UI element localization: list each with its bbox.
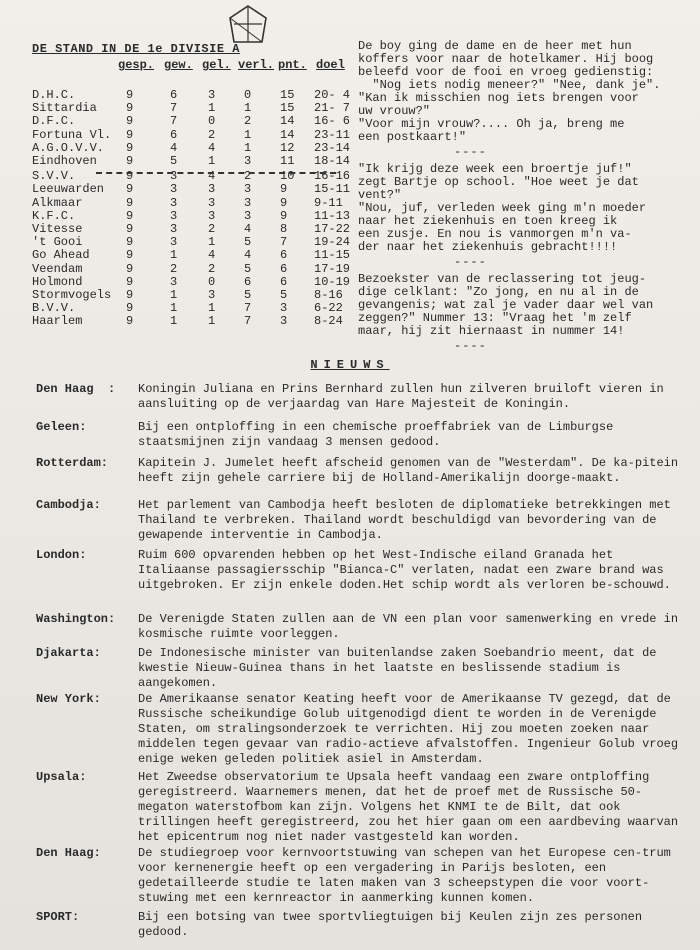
joke-story: "Ik krijg deze week een broertje juf!" zegt Bartje op school. "Hoe weet je dat vent?" "Nou, juf, verleden week ging m'n moeder naar het ziekenhuis en toen kreeg ik een zusje. En nou is vanmorgen m'n va- der naar het ziekenhuis gebracht!!!! <box>358 162 647 254</box>
team-name: Fortuna Vl. <box>32 127 112 142</box>
cell-pnt: 6 <box>280 248 288 263</box>
news-city: London: <box>36 548 87 562</box>
team-name: Vitesse <box>32 222 83 236</box>
cell-gesp: 9 <box>126 314 134 329</box>
news-text: De Indonesische minister van buitenlandse zaken Soebandrio meent, dat de kwestie Nieuw-Guinea thans in het laatste en beslissende stadium is aangekomen. <box>138 646 657 690</box>
cell-gel: 0 <box>208 114 216 129</box>
cell-doel: 16-16 <box>314 169 351 184</box>
cell-doel: 8-24 <box>314 314 343 329</box>
col-head-gesp: gesp. <box>118 58 155 72</box>
cell-verl: 3 <box>244 195 252 210</box>
cell-pnt: 6 <box>280 274 288 289</box>
cell-gew: 3 <box>170 274 178 289</box>
cell-verl: 6 <box>244 274 252 289</box>
cell-gesp: 9 <box>126 88 134 102</box>
cell-pnt: 9 <box>280 195 288 210</box>
cell-gesp: 9 <box>126 301 134 316</box>
cell-pnt: 14 <box>280 114 295 129</box>
cell-gesp: 9 <box>126 235 134 250</box>
cell-doel: 21- 7 <box>314 101 351 116</box>
news-city: Rotterdam: <box>36 456 109 470</box>
cell-verl: 2 <box>244 114 252 129</box>
cell-gel: 1 <box>208 235 216 250</box>
cell-gew: 5 <box>170 154 178 168</box>
col-head-verl: verl. <box>238 58 275 72</box>
cell-gel: 1 <box>208 301 216 316</box>
cell-gew: 1 <box>170 301 178 316</box>
cell-gesp: 9 <box>126 222 134 236</box>
cell-doel: 10-19 <box>314 274 351 289</box>
cell-doel: 23-14 <box>314 140 351 155</box>
cell-gew: 6 <box>170 88 178 102</box>
jokes-column <box>358 40 688 357</box>
news-text: Het parlement van Cambodja heeft besloten de diplomatieke betrekkingen met Thailand te verbreken. Thailand wordt beschuldigd van bevordering van de gewapende interventie in Cambodja. <box>138 498 671 542</box>
news-city: Cambodja: <box>36 498 101 512</box>
cell-gesp: 9 <box>126 127 134 142</box>
cell-pnt: 9 <box>280 208 288 223</box>
cell-verl: 1 <box>244 140 252 155</box>
cell-doel: 20- 4 <box>314 88 351 102</box>
cell-gesp: 9 <box>126 248 134 263</box>
news-text: Bij een ontploffing in een chemische proeffabriek van de Limburgse staatsmijnen zijn vandaag 3 mensen gedood. <box>138 420 614 449</box>
col-head-pnt: pnt. <box>278 58 307 72</box>
cell-pnt: 5 <box>280 288 288 302</box>
cell-pnt: 7 <box>280 235 288 250</box>
cell-verl: 1 <box>244 101 252 116</box>
cell-pnt: 6 <box>280 261 288 276</box>
dashed-divider <box>96 172 336 174</box>
cell-gesp: 9 <box>126 288 134 302</box>
news-text: Kapitein J. Jumelet heeft afscheid genomen van de "Westerdam". De ka-pitein heeft zijn gehele carriere bij de Holland-Amerikalijn doorge-maakt. <box>138 456 679 485</box>
cell-doel: 18-14 <box>314 154 351 168</box>
cell-doel: 8-16 <box>314 288 343 302</box>
cell-gew: 1 <box>170 314 178 329</box>
cell-gesp: 9 <box>126 140 134 155</box>
cell-gesp: 9 <box>126 261 134 276</box>
team-name: Holmond <box>32 274 83 289</box>
cell-gel: 3 <box>208 182 216 197</box>
team-name: Leeuwarden <box>32 182 105 197</box>
team-name: D.F.C. <box>32 114 76 129</box>
news-city: Washington: <box>36 612 116 626</box>
cell-gesp: 9 <box>126 274 134 289</box>
cell-pnt: 15 <box>280 88 295 102</box>
cell-gew: 1 <box>170 288 178 302</box>
cell-doel: 23-11 <box>314 127 351 142</box>
cell-gel: 2 <box>208 127 216 142</box>
cell-verl: 7 <box>244 314 252 329</box>
cell-gew: 3 <box>170 182 178 197</box>
cell-gel: 3 <box>208 208 216 223</box>
cell-gesp: 9 <box>126 154 134 168</box>
cell-pnt: 9 <box>280 182 288 197</box>
cell-gel: 4 <box>208 248 216 263</box>
cell-pnt: 12 <box>280 140 295 155</box>
news-city: Geleen: <box>36 420 87 434</box>
cell-pnt: 8 <box>280 222 288 236</box>
team-name: Go Ahead <box>32 248 90 263</box>
cell-gesp: 9 <box>126 101 134 116</box>
cell-gel: 1 <box>208 154 216 168</box>
news-text: Ruim 600 opvarenden hebben op het West-Indische eiland Granada het Italiaanse passagiersschip "Bianca-C" verlaten, nadat een zware brand was uitgebroken. Er zijn enkele doden.Het schip wordt als verloren be-schouwd. <box>138 548 671 592</box>
col-head-gew: gew. <box>164 58 193 72</box>
cell-gew: 3 <box>170 195 178 210</box>
team-name: Sittardia <box>32 101 97 116</box>
house-emblem-icon <box>226 4 270 44</box>
news-text: De Amerikaanse senator Keating heeft voor de Amerikaanse TV gezegd, dat de Russische scheikundige Golub uitgenodigd dient te worden in de Verenigde Staten, om stralingsonderzoek te verrichten. Hij zou moeten zoeken naar middelen tegen gevaar van radio-actieve afvalstoffen. Ingenieur Golub vroeg enige weken geleden politiek asiel in Amsterdam. <box>138 692 679 766</box>
news-text: Koningin Juliana en Prins Bernhard zullen hun zilveren bruiloft vieren in aansluiting op de verjaardag van Hare Majesteit de Koningin. <box>138 382 664 411</box>
cell-doel: 9-11 <box>314 195 343 210</box>
cell-gew: 4 <box>170 140 178 155</box>
news-text: De studiegroep voor kernvoortstuwing van schepen van het Europese cen-trum voor kernenergie heeft op een vergadering in Parijs besloten, een gedetailleerde studie te laten maken van 3 scheepstypen die voor voort-stuwing met een kernreactor in aanmerking kunnen komen. <box>138 846 671 905</box>
cell-verl: 3 <box>244 154 252 168</box>
cell-verl: 2 <box>244 169 252 184</box>
cell-gel: 4 <box>208 169 216 184</box>
col-head-doel: doel <box>316 58 345 72</box>
joke-story: Bezoekster van de reclassering tot jeug- dige celklant: "Zo jong, en nu al in de gevangenis; wat zal je vader daar wel van zeggen?" Nummer 13: "Vraag het 'm zelf maar, hij zit hiernaast in nummer 14! <box>358 272 654 338</box>
team-name: Haarlem <box>32 314 83 329</box>
cell-gesp: 9 <box>126 182 134 197</box>
cell-verl: 4 <box>244 222 252 236</box>
col-head-gel: gel. <box>202 58 231 72</box>
team-name: B.V.V. <box>32 301 76 316</box>
cell-gew: 7 <box>170 101 178 116</box>
news-city: Djakarta: <box>36 646 101 660</box>
cell-doel: 11-15 <box>314 248 351 263</box>
team-name: D.H.C. <box>32 88 76 102</box>
news-text: De Verenigde Staten zullen aan de VN een plan voor samenwerking en vrede in kosmische ruimte voorleggen. <box>138 612 679 641</box>
cell-verl: 5 <box>244 288 252 302</box>
cell-gel: 2 <box>208 261 216 276</box>
cell-doel: 15-11 <box>314 182 351 197</box>
cell-gel: 3 <box>208 195 216 210</box>
cell-gesp: 9 <box>126 169 134 184</box>
cell-gew: 2 <box>170 261 178 276</box>
cell-verl: 0 <box>244 88 252 102</box>
cell-gew: 1 <box>170 248 178 263</box>
cell-pnt: 10 <box>280 169 295 184</box>
team-name: Stormvogels <box>32 288 112 302</box>
cell-gel: 0 <box>208 274 216 289</box>
cell-doel: 16- 6 <box>314 114 351 129</box>
standings-title: DE STAND IN DE 1e DIVISIE A <box>32 42 240 56</box>
joke-story: De boy ging de dame en de heer met hun koffers voor naar de hotelkamer. Hij boog beleefd voor de fooi en vroeg gedienstig: "Nog iets nodig meneer?" "Nee, dank je". "Kan ik misschien nog iets brengen voor uw vrouw?" "Voor mijn vrouw?.... Oh ja, breng me een postkaart!" <box>358 39 661 144</box>
cell-gew: 7 <box>170 114 178 129</box>
cell-gesp: 9 <box>126 195 134 210</box>
cell-verl: 7 <box>244 301 252 316</box>
cell-pnt: 15 <box>280 101 295 116</box>
news-city: SPORT: <box>36 910 80 924</box>
cell-verl: 5 <box>244 261 252 276</box>
cell-pnt: 14 <box>280 127 295 142</box>
cell-gel: 3 <box>208 88 216 102</box>
cell-verl: 1 <box>244 127 252 142</box>
cell-gew: 3 <box>170 235 178 250</box>
cell-verl: 5 <box>244 235 252 250</box>
team-name: Alkmaar <box>32 195 83 210</box>
story-separator: ---- <box>454 255 487 269</box>
cell-gel: 4 <box>208 140 216 155</box>
cell-gew: 3 <box>170 222 178 236</box>
cell-verl: 4 <box>244 248 252 263</box>
cell-gel: 2 <box>208 222 216 236</box>
cell-doel: 17-22 <box>314 222 351 236</box>
news-text: Het Zweedse observatorium te Upsala heeft vandaag een zware ontploffing geregistreerd. Waarnemers menen, dat het de proef met de Russische 50-megaton waterstofbom kan zijn. Volgens het KNMI te de Bilt, dat ook trillingen heeft geregistreerd, zou het hier gaan om een aardbeving waarvan het epicentrum nog niet nader vastgesteld kan worden. <box>138 770 679 844</box>
story-separator: ---- <box>454 339 487 353</box>
story-separator: ---- <box>454 145 487 159</box>
team-name: A.G.O.V.V. <box>32 140 105 155</box>
news-city: Den Haag : <box>36 382 116 396</box>
team-name: K.F.C. <box>32 208 76 223</box>
cell-gesp: 9 <box>126 114 134 129</box>
cell-verl: 3 <box>244 182 252 197</box>
cell-doel: 19-24 <box>314 235 351 250</box>
team-name: S.V.V. <box>32 169 76 184</box>
cell-doel: 11-13 <box>314 208 351 223</box>
cell-gel: 1 <box>208 101 216 116</box>
news-section-title: NIEUWS <box>310 358 390 372</box>
cell-gesp: 9 <box>126 208 134 223</box>
cell-gew: 3 <box>170 169 178 184</box>
cell-pnt: 3 <box>280 314 288 329</box>
news-city: Upsala: <box>36 770 87 784</box>
cell-doel: 6-22 <box>314 301 343 316</box>
team-name: Eindhoven <box>32 154 97 168</box>
cell-gel: 3 <box>208 288 216 302</box>
cell-pnt: 11 <box>280 154 295 168</box>
cell-gew: 3 <box>170 208 178 223</box>
cell-pnt: 3 <box>280 301 288 316</box>
cell-gew: 6 <box>170 127 178 142</box>
news-text: Bij een botsing van twee sportvliegtuigen bij Keulen zijn zes personen gedood. <box>138 910 643 939</box>
team-name: Veendam <box>32 261 83 276</box>
cell-gel: 1 <box>208 314 216 329</box>
news-city: Den Haag: <box>36 846 101 860</box>
team-name: 't Gooi <box>32 235 83 250</box>
cell-verl: 3 <box>244 208 252 223</box>
cell-doel: 17-19 <box>314 261 351 276</box>
news-city: New York: <box>36 692 101 706</box>
